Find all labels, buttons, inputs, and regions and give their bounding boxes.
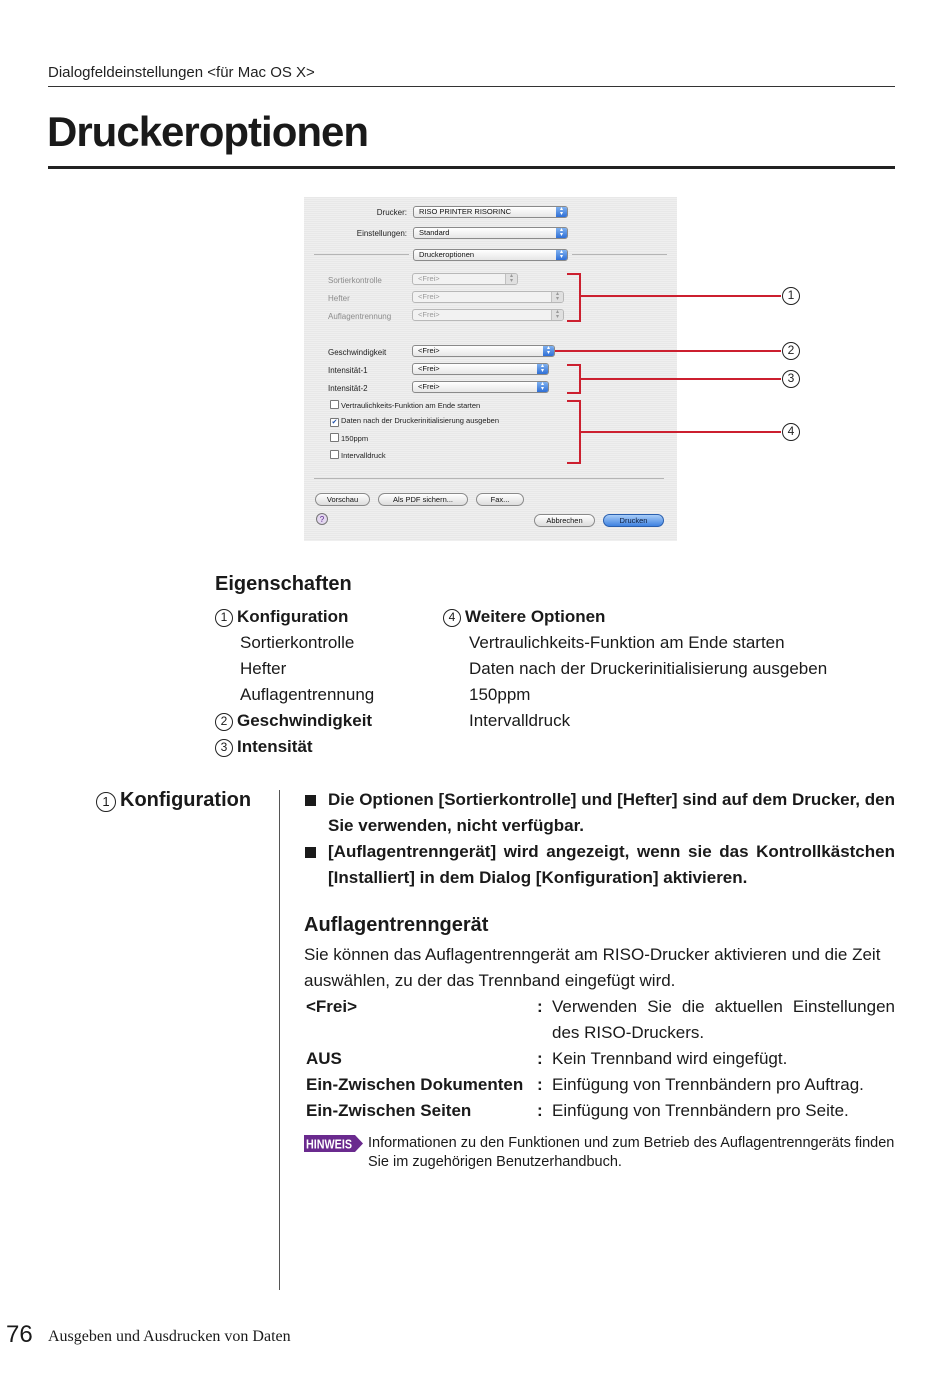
option-desc-frei: Verwenden Sie die aktuellen Einstellungen des RISO-Druckers. — [552, 997, 895, 1042]
prop-weitere-optionen — [443, 607, 605, 627]
auflagentrenngeraet-intro: Sie können das Auflagentrenngerät am RISO-Drucker aktivieren und die Zeit auswählen, zu der das Trennband eingefügt wird. — [304, 945, 881, 990]
intensitaet-1-value: <Frei> — [418, 364, 440, 373]
checkbox-daten-nach-init[interactable] — [330, 416, 499, 427]
prop-label: Weitere Optionen — [465, 607, 606, 626]
hinweis-text: Informationen zu den Funktionen und zum Betrieb des Auflagentrenngeräts finden Sie im zugehörigen Benutzerhandbuch. — [368, 1135, 895, 1170]
option-term-zwischen-seiten: Ein-Zwischen Seiten — [306, 1101, 472, 1120]
callout-3-bracket-bottom — [567, 392, 580, 394]
checkbox-intervalldruck[interactable] — [330, 450, 386, 460]
footer-chapter: Ausgeben und Ausdrucken von Daten — [48, 1328, 291, 1345]
cancel-button[interactable]: Abbrechen — [534, 514, 595, 527]
printer-value: RISO PRINTER RISORINC — [419, 207, 512, 216]
print-button[interactable]: Drucken — [603, 514, 664, 527]
panel-value: Druckeroptionen — [419, 250, 475, 259]
running-header: Dialogfeldeinstellungen <für Mac OS X> — [48, 64, 315, 81]
bullet-note-1: Die Optionen [Sortierkontrolle] und [Hefter] sind auf dem Drucker, den Sie verwenden, nicht verfügbar. — [328, 790, 895, 835]
print-dialog-screenshot — [304, 197, 677, 541]
hinweis-badge-icon — [304, 1135, 363, 1152]
popup-arrows-icon: ▴ ▾ — [537, 382, 548, 392]
callout-1-bracket-spine — [579, 273, 581, 322]
panel-separator-right — [572, 254, 667, 255]
auflagentrennung-value: <Frei> — [418, 310, 440, 319]
option-desc-aus: Kein Trennband wird eingefügt. — [552, 1049, 788, 1068]
callout-1-leader — [580, 295, 781, 297]
checkbox-label: Intervalldruck — [341, 451, 386, 460]
popup-arrows-icon: ▴ ▾ — [551, 292, 563, 302]
option-colon: : — [537, 1049, 543, 1068]
hefter-value: <Frei> — [418, 292, 440, 301]
geschwindigkeit-value: <Frei> — [418, 346, 440, 355]
square-bullet-icon — [305, 847, 316, 858]
auflagentrennung-popup — [412, 309, 564, 321]
hefter-label: Hefter — [328, 294, 350, 303]
circled-number: 3 — [215, 739, 233, 757]
circled-number: 1 — [96, 792, 116, 812]
callout-3-leader — [580, 378, 781, 380]
circled-number: 1 — [215, 609, 233, 627]
popup-arrows-icon: ▴ ▾ — [556, 207, 567, 217]
prop-intervalldruck: Intervalldruck — [469, 711, 571, 730]
preview-button[interactable]: Vorschau — [315, 493, 370, 506]
prop-sortierkontrolle: Sortierkontrolle — [240, 633, 355, 652]
properties-heading: Eigenschaften — [215, 573, 352, 595]
geschwindigkeit-popup[interactable] — [412, 345, 555, 357]
callout-4-number: 4 — [782, 423, 800, 441]
square-bullet-icon — [305, 795, 316, 806]
prop-auflagentrennung: Auflagentrennung — [240, 685, 375, 704]
intensitaet-2-value: <Frei> — [418, 382, 440, 391]
checkbox-unchecked-icon — [330, 433, 339, 442]
circled-number: 4 — [443, 609, 461, 627]
header-rule — [48, 86, 895, 87]
side-heading-label: Konfiguration — [120, 789, 252, 811]
page-number: 76 — [6, 1321, 33, 1348]
prop-150ppm: 150ppm — [469, 685, 531, 704]
bullet-note-2: [Auflagentrenngerät] wird angezeigt, wenn sie das Kontrollkästchen [Installiert] in dem Dialog [Konfiguration] aktivieren. — [328, 842, 895, 887]
intensitaet-1-label: Intensität-1 — [328, 366, 368, 375]
prop-label: Intensität — [237, 737, 313, 756]
option-desc-zwischen-dokumenten: Einfügung von Trennbändern pro Auftrag. — [552, 1075, 864, 1094]
prop-daten-nach-init: Daten nach der Druckerinitialisierung ausgeben — [469, 659, 828, 678]
prop-hefter: Hefter — [240, 659, 287, 678]
prop-label: Konfiguration — [237, 607, 349, 626]
popup-arrows-icon: ▴ ▾ — [556, 250, 567, 260]
help-button[interactable]: ? — [316, 513, 328, 525]
hinweis-badge-label: HINWEIS — [306, 1137, 352, 1152]
checkbox-vertraulichkeit[interactable] — [330, 400, 480, 410]
sortierkontrolle-value: <Frei> — [418, 274, 440, 283]
popup-arrows-icon: ▴ ▾ — [543, 346, 554, 356]
panel-popup[interactable] — [413, 249, 568, 261]
callout-1-number: 1 — [782, 287, 800, 305]
option-colon: : — [537, 1075, 543, 1094]
intensitaet-2-popup[interactable] — [412, 381, 549, 393]
option-colon: : — [537, 1101, 543, 1120]
settings-popup[interactable] — [413, 227, 568, 239]
checkmark-icon: ✔ — [331, 419, 338, 426]
callout-2-leader — [555, 350, 781, 352]
checkbox-unchecked-icon — [330, 450, 339, 459]
hefter-popup — [412, 291, 564, 303]
prop-konfiguration — [215, 607, 348, 627]
popup-arrows-icon: ▴ ▾ — [556, 228, 567, 238]
circled-number: 2 — [215, 713, 233, 731]
panel-separator-left — [314, 254, 409, 255]
checkbox-unchecked-icon — [330, 400, 339, 409]
printer-label: Drucker: — [376, 208, 407, 217]
printer-popup[interactable] — [413, 206, 568, 218]
option-term-frei: <Frei> — [306, 997, 358, 1016]
option-term-aus: AUS — [306, 1049, 342, 1068]
popup-arrows-icon: ▴ ▾ — [537, 364, 548, 374]
auflagentrenngeraet-heading: Auflagentrenngerät — [304, 914, 489, 936]
intensitaet-1-popup[interactable] — [412, 363, 549, 375]
prop-geschwindigkeit — [215, 711, 372, 731]
sortierkontrolle-popup — [412, 273, 518, 285]
callout-3-number: 3 — [782, 370, 800, 388]
prop-intensitaet — [215, 737, 313, 757]
option-desc-zwischen-seiten: Einfügung von Trennbändern pro Seite. — [552, 1101, 849, 1120]
section-vertical-rule — [279, 790, 280, 1290]
callout-2-number: 2 — [782, 342, 800, 360]
callout-4-leader — [580, 431, 781, 433]
checkbox-150ppm[interactable] — [330, 433, 368, 443]
save-pdf-button[interactable]: Als PDF sichern... — [378, 493, 468, 506]
option-colon: : — [537, 997, 543, 1016]
option-term-zwischen-dokumenten: Ein-Zwischen Dokumenten — [306, 1075, 524, 1094]
popup-arrows-icon: ▴ ▾ — [505, 274, 517, 284]
checkbox-label: Vertraulichkeits-Funktion am Ende starten — [341, 401, 481, 410]
intensitaet-2-label: Intensität-2 — [328, 384, 368, 393]
settings-label: Einstellungen: — [356, 229, 407, 238]
callout-1-bracket-bottom — [567, 320, 580, 322]
checkbox-label: 150ppm — [341, 434, 369, 443]
popup-arrows-icon: ▴ ▾ — [551, 310, 563, 320]
prop-vertraulichkeit: Vertraulichkeits-Funktion am Ende starten — [469, 633, 785, 652]
buttons-separator — [314, 478, 664, 479]
settings-value: Standard — [419, 228, 450, 237]
geschwindigkeit-label: Geschwindigkeit — [328, 348, 387, 357]
page-title: Druckeroptionen — [47, 108, 369, 155]
callout-4-bracket-bottom — [567, 462, 580, 464]
title-rule — [48, 166, 895, 169]
fax-button[interactable]: Fax... — [476, 493, 524, 506]
checkbox-label: Daten nach der Druckerinitialisierung ausgeben — [341, 416, 500, 425]
prop-label: Geschwindigkeit — [237, 711, 373, 730]
konfiguration-side-heading — [96, 789, 251, 812]
auflagentrennung-label: Auflagentrennung — [328, 312, 392, 321]
sortierkontrolle-label: Sortierkontrolle — [328, 276, 382, 285]
